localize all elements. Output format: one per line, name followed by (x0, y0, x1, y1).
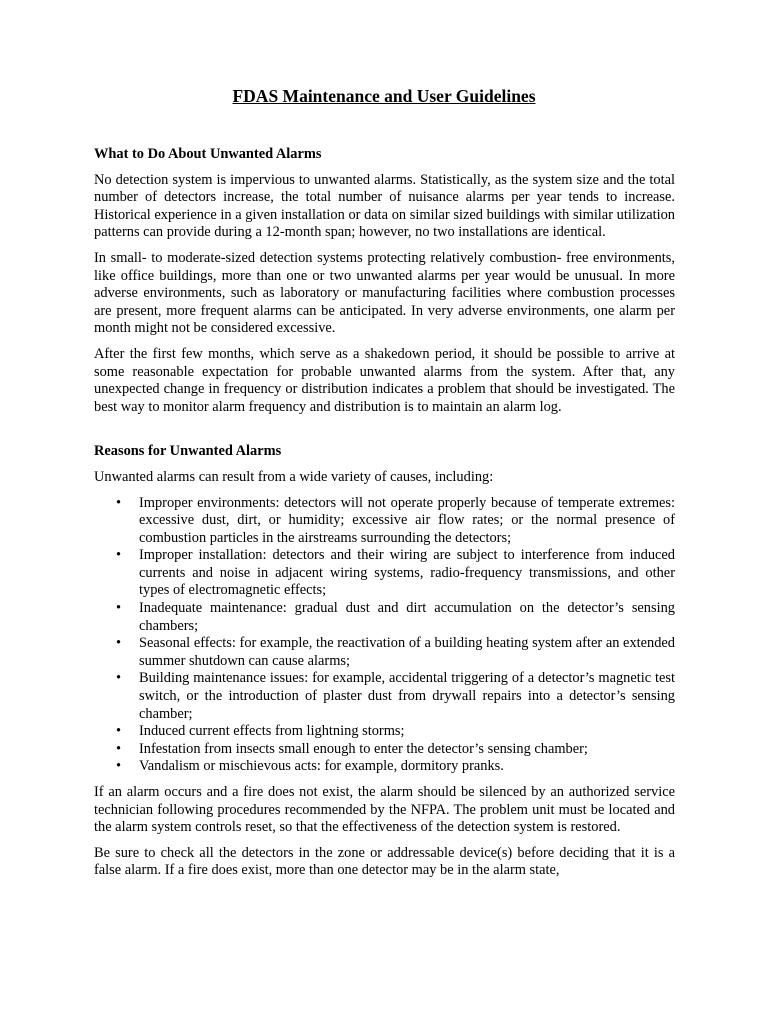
paragraph: After the first few months, which serve as a shakedown period, it should be possible to arrive at some reasonable expectation for probable unwanted alarms from the system. After that, any unexpected change in frequency or distribution indicates a problem that should be investigated. The best way to monitor alarm frequency and distribution is to maintain an alarm log. (94, 345, 675, 415)
bullet-icon: • (116, 670, 122, 687)
bullet-icon: • (116, 758, 122, 775)
list-item-text: Building maintenance issues: for example, accidental triggering of a detector’s magnetic test switch, or the introduction of plaster dust from drywall repairs into a detector’s sensing chamber; (139, 670, 675, 722)
paragraph: In small- to moderate-sized detection systems protecting relatively combustion- free environments, like office buildings, more than one or two unwanted alarms per year would be unusual. In more adverse environments, such as laboratory or manufacturing facilities where combustion processes are present, more frequent alarms can be anticipated. In very adverse environments, one alarm per month might not be considered excessive. (94, 249, 675, 337)
list-item-text: Vandalism or mischievous acts: for example, dormitory pranks. (139, 758, 504, 775)
list-item-text: Induced current effects from lightning storms; (139, 723, 405, 740)
bullet-icon: • (116, 740, 122, 757)
reasons-intro: Unwanted alarms can result from a wide variety of causes, including: (94, 468, 494, 485)
paragraph: Be sure to check all the detectors in the zone or addressable device(s) before deciding that it is a false alarm. If a fire does exist, more than one detector may be in the alarm state, (94, 844, 675, 879)
list-item (94, 741, 675, 759)
list-item (94, 758, 675, 776)
bullet-icon: • (116, 723, 122, 740)
bullet-icon: • (116, 635, 122, 652)
list-item-text: Improper installation: detectors and their wiring are subject to interference from induced currents and noise in adjacent wiring systems, radio-frequency transmissions, and other types of electromagnetic effects; (139, 547, 675, 599)
section-heading-unwanted-alarms: What to Do About Unwanted Alarms (94, 146, 322, 162)
list-item-text: Seasonal effects: for example, the reactivation of a building heating system after an extended summer shutdown can cause alarms; (139, 635, 675, 669)
list-item (94, 723, 675, 741)
document-title: FDAS Maintenance and User Guidelines (232, 86, 536, 106)
list-item (94, 600, 675, 635)
list-item-text: Improper environments: detectors will not operate properly because of temperate extremes: excessive dust, dirt, or humidity; excessive air flow rates; or the normal presence of combustion particles in the airstreams surrounding the detectors; (139, 494, 675, 546)
paragraph: No detection system is impervious to unwanted alarms. Statistically, as the system size and the total number of detectors increase, the total number of nuisance alarms per year tends to increase. Historical experience in a given installation or data on similar sized buildings with similar utilization patterns can provide during a 12-month span; however, no two installations are identical. (94, 171, 675, 241)
list-item (94, 495, 675, 548)
bullet-icon: • (116, 547, 122, 564)
reasons-list (94, 495, 675, 777)
bullet-icon: • (116, 600, 122, 617)
bullet-icon: • (116, 494, 122, 511)
list-item-text: Infestation from insects small enough to enter the detector’s sensing chamber; (139, 740, 588, 757)
list-item (94, 547, 675, 600)
section-spacer (94, 424, 675, 443)
list-item (94, 670, 675, 723)
list-item-text: Inadequate maintenance: gradual dust and dirt accumulation on the detector’s sensing chambers; (139, 600, 675, 634)
list-item (94, 635, 675, 670)
section-heading-reasons: Reasons for Unwanted Alarms (94, 443, 282, 460)
document-body (94, 146, 675, 888)
paragraph: If an alarm occurs and a fire does not exist, the alarm should be silenced by an authorized service technician following procedures recommended by the NFPA. The problem unit must be located and the alarm system controls reset, so that the effectiveness of the detection system is restored. (94, 784, 675, 836)
